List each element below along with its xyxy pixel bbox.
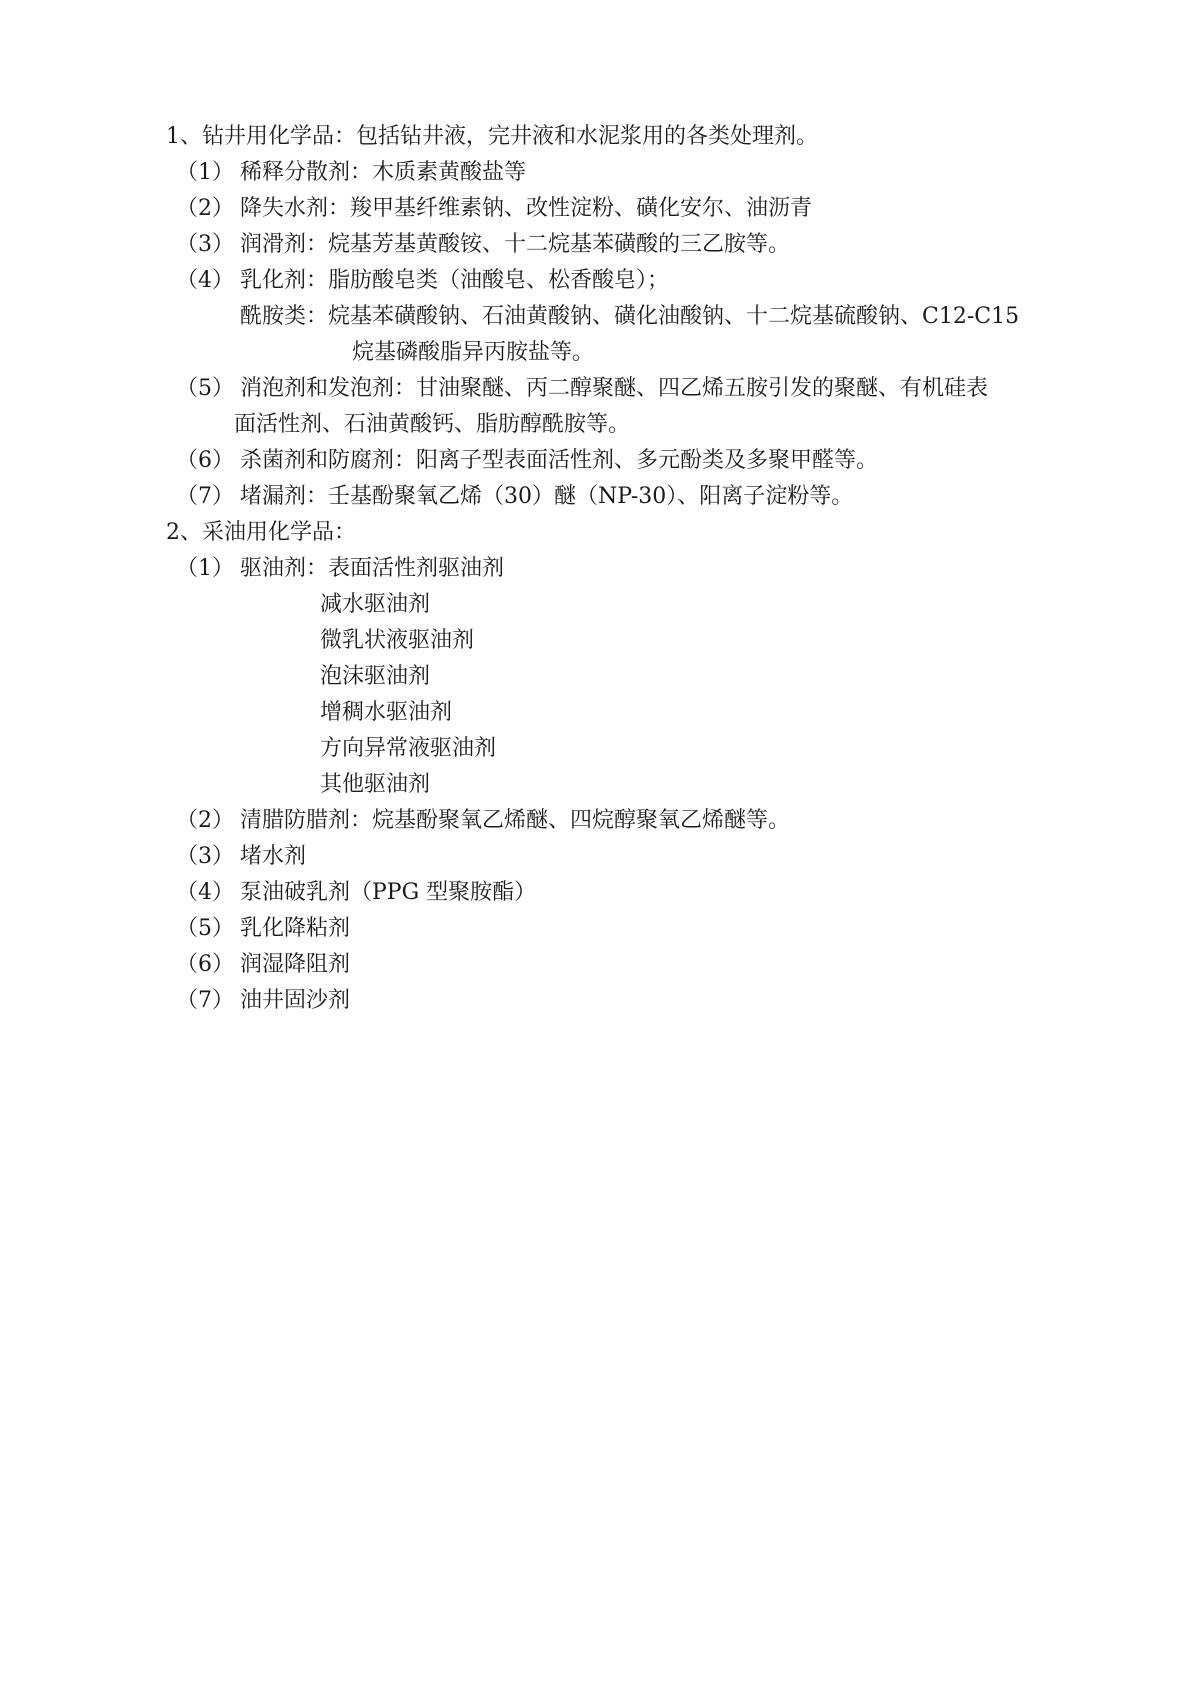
- item-text: 油井固沙剂: [240, 988, 351, 1013]
- item-text: 堵漏剂：壬基酚聚氧乙烯（30）醚（NP-30）、阳离子淀粉等。: [240, 484, 854, 509]
- item-text: 驱油剂：表面活性剂驱油剂: [240, 556, 505, 581]
- item-text: 稀释分散剂：木质素黄酸盐等: [240, 160, 527, 185]
- item-text: 杀菌剂和防腐剂：阳离子型表面活性剂、多元酚类及多聚甲醛等。: [240, 448, 879, 473]
- sub-item: 增稠水驱油剂: [320, 700, 453, 725]
- item-number: （4）: [176, 880, 234, 905]
- item-number: （6）: [176, 448, 234, 473]
- sub-item: 减水驱油剂: [320, 592, 431, 617]
- item-text: 乳化降粘剂: [240, 916, 351, 941]
- item-number: （1）: [176, 160, 234, 185]
- item-number: （5）: [176, 916, 234, 941]
- item-text: 降失水剂：羧甲基纤维素钠、改性淀粉、磺化安尔、油沥青: [240, 196, 813, 221]
- item-text: 泵油破乳剂（PPG 型聚胺酯）: [240, 880, 537, 905]
- item-number: （1）: [176, 556, 234, 581]
- sub-item: 方向异常液驱油剂: [320, 736, 497, 761]
- item-number: （4）: [176, 268, 234, 293]
- item-number: （3）: [176, 844, 234, 869]
- item-number: （2）: [176, 196, 234, 221]
- item-continuation: 酰胺类：烷基苯磺酸钠、石油黄酸钠、磺化油酸钠、十二烷基硫酸钠、C12-C15: [240, 304, 1020, 329]
- item-text: 乳化剂：脂肪酸皂类（油酸皂、松香酸皂）；: [240, 268, 670, 293]
- item-text: 润滑剂：烷基芳基黄酸铵、十二烷基苯磺酸的三乙胺等。: [240, 232, 791, 257]
- item-text: 润湿降阻剂: [240, 952, 351, 977]
- sub-item: 微乳状液驱油剂: [320, 628, 475, 653]
- item-number: （7）: [176, 484, 234, 509]
- item-number: （6）: [176, 952, 234, 977]
- section2-heading: 2、采油用化学品：: [166, 520, 356, 545]
- sub-item: 泡沫驱油剂: [320, 664, 431, 689]
- item-text: 堵水剂: [240, 844, 307, 869]
- item-continuation: 面活性剂、石油黄酸钙、脂肪醇酰胺等。: [234, 412, 631, 437]
- item-number: （5）: [176, 376, 234, 401]
- item-text: 消泡剂和发泡剂：甘油聚醚、丙二醇聚醚、四乙烯五胺引发的聚醚、有机硅表: [240, 376, 989, 401]
- item-continuation: 烷基磷酸脂异丙胺盐等。: [352, 340, 595, 365]
- item-text: 清腊防腊剂：烷基酚聚氧乙烯醚、四烷醇聚氧乙烯醚等。: [240, 808, 791, 833]
- item-number: （3）: [176, 232, 234, 257]
- section1-heading: 1、钻井用化学品：包括钻井液，完井液和水泥浆用的各类处理剂。: [166, 124, 818, 149]
- sub-item: 其他驱油剂: [320, 772, 431, 797]
- item-number: （7）: [176, 988, 234, 1013]
- item-number: （2）: [176, 808, 234, 833]
